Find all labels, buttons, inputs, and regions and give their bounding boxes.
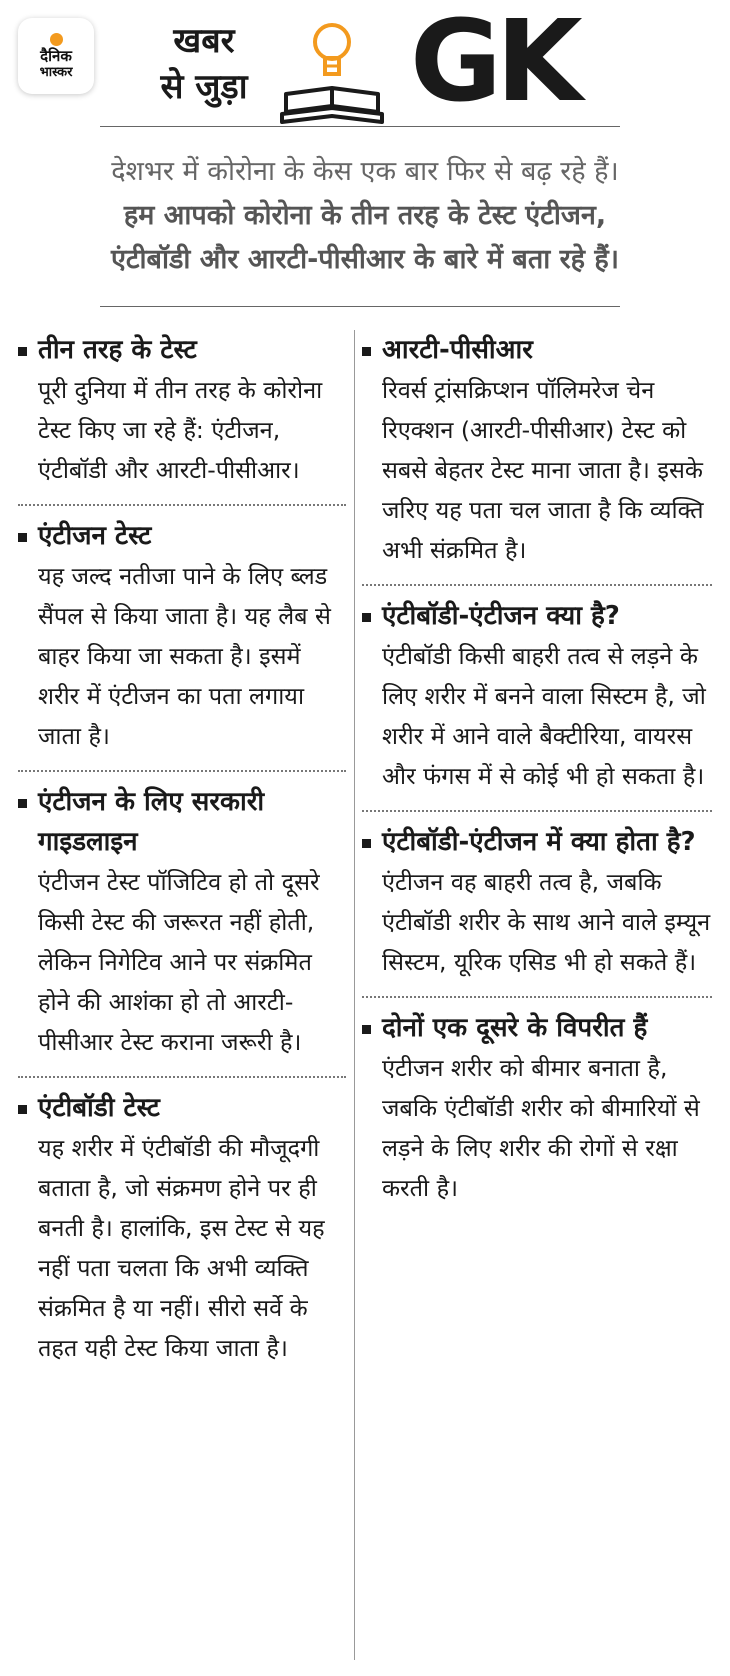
- header-divider: [100, 126, 620, 127]
- gk-title: GK: [410, 0, 577, 127]
- section-title: एंटीजन टेस्ट: [18, 516, 346, 556]
- section-three-tests: [18, 330, 346, 504]
- intro-line-1: देशभर में कोरोना के केस एक बार फिर से बढ़ रहे हैं।: [111, 156, 619, 187]
- section-body: एंटीबॉडी किसी बाहरी तत्व से लड़ने के लिए शरीर में बनने वाला सिस्टम है, जो शरीर में आने वाले बैक्टीरिया, वायरस और फंगस में से कोई भी हो सकता है।: [382, 642, 706, 790]
- section-body: यह शरीर में एंटीबॉडी की मौजूदगी बताता है, जो संक्रमण होने पर ही बनती है। हालांकि, इस टेस्ट से यह नहीं पता चलता कि अभी व्यक्ति संक्रमित है या नहीं। सीरो सर्वे के तहत यही टेस्ट किया जाता है।: [38, 1134, 325, 1362]
- section-body: पूरी दुनिया में तीन तरह के कोरोना टेस्ट किए जा रहे हैं: एंटीजन, एंटीबॉडी और आरटी-पीसीआर।: [38, 376, 323, 484]
- bulb-book-icon: [278, 12, 386, 130]
- section-title: दोनों एक दूसरे के विपरीत हैं: [362, 1008, 712, 1048]
- section-body: एंटीजन शरीर को बीमार बनाता है, जबकि एंटीबॉडी शरीर को बीमारियों से लड़ने के लिए शरीर की रोगों से रक्षा करती है।: [382, 1054, 700, 1202]
- section-title: एंटीबॉडी-एंटीजन में क्या होता है?: [362, 822, 712, 862]
- intro-text: [30, 150, 700, 282]
- left-column: [18, 330, 346, 1382]
- intro-line-3: एंटीबॉडी और आरटी-पीसीआर के बारे में बता रहे हैं।: [111, 244, 619, 275]
- section-antibody-antigen-what: [362, 584, 712, 810]
- intro-line-2: हम आपको कोरोना के तीन तरह के टेस्ट एंटीजन,: [123, 200, 607, 231]
- header-title: [146, 18, 262, 110]
- intro-divider: [100, 306, 620, 307]
- right-column: [362, 330, 712, 1222]
- section-title: एंटीबॉडी-एंटीजन क्या है?: [362, 596, 712, 636]
- section-antigen-guideline: [18, 770, 346, 1076]
- logo-line-2: भास्कर: [39, 64, 73, 80]
- section-title: तीन तरह के टेस्ट: [18, 330, 346, 370]
- section-title: आरटी-पीसीआर: [362, 330, 712, 370]
- section-title: एंटीबॉडी टेस्ट: [18, 1088, 346, 1128]
- section-rt-pcr: [362, 330, 712, 584]
- section-body: एंटीजन टेस्ट पॉजिटिव हो तो दूसरे किसी टेस्ट की जरूरत नहीं होती, लेकिन निगेटिव आने पर संक्रमित होने की आशंका हो तो आरटी-पीसीआर टेस्ट कराना जरूरी है।: [38, 868, 320, 1056]
- section-body: एंटीजन वह बाहरी तत्व है, जबकि एंटीबॉडी शरीर के साथ आने वाले इम्यून सिस्टम, यूरिक एसिड भी हो सकते हैं।: [382, 868, 711, 976]
- section-antibody-antigen-happens: [362, 810, 712, 996]
- header-line-2: से जुड़ा: [160, 67, 248, 107]
- section-antibody-test: [18, 1076, 346, 1382]
- section-opposite: [362, 996, 712, 1222]
- logo-dot-icon: [50, 33, 63, 46]
- section-antigen-test: [18, 504, 346, 770]
- header-line-1: खबर: [173, 21, 235, 61]
- section-title: एंटीजन के लिए सरकारी गाइडलाइन: [18, 782, 346, 862]
- section-body: यह जल्द नतीजा पाने के लिए ब्लड सैंपल से किया जाता है। यह लैब से बाहर किया जा सकता है। इसमें शरीर में एंटीजन का पता लगाया जाता है।: [38, 562, 331, 750]
- dainik-bhaskar-logo: [18, 18, 94, 94]
- section-body: रिवर्स ट्रांसक्रिप्शन पॉलिमरेज चेन रिएक्शन (आरटी-पीसीआर) टेस्ट को सबसे बेहतर टेस्ट माना जाता है। इसके जरिए यह पता चल जाता है कि व्यक्ति अभी संक्रमित है।: [382, 376, 704, 564]
- column-divider: [354, 330, 355, 1660]
- logo-line-1: दैनिक: [40, 46, 72, 65]
